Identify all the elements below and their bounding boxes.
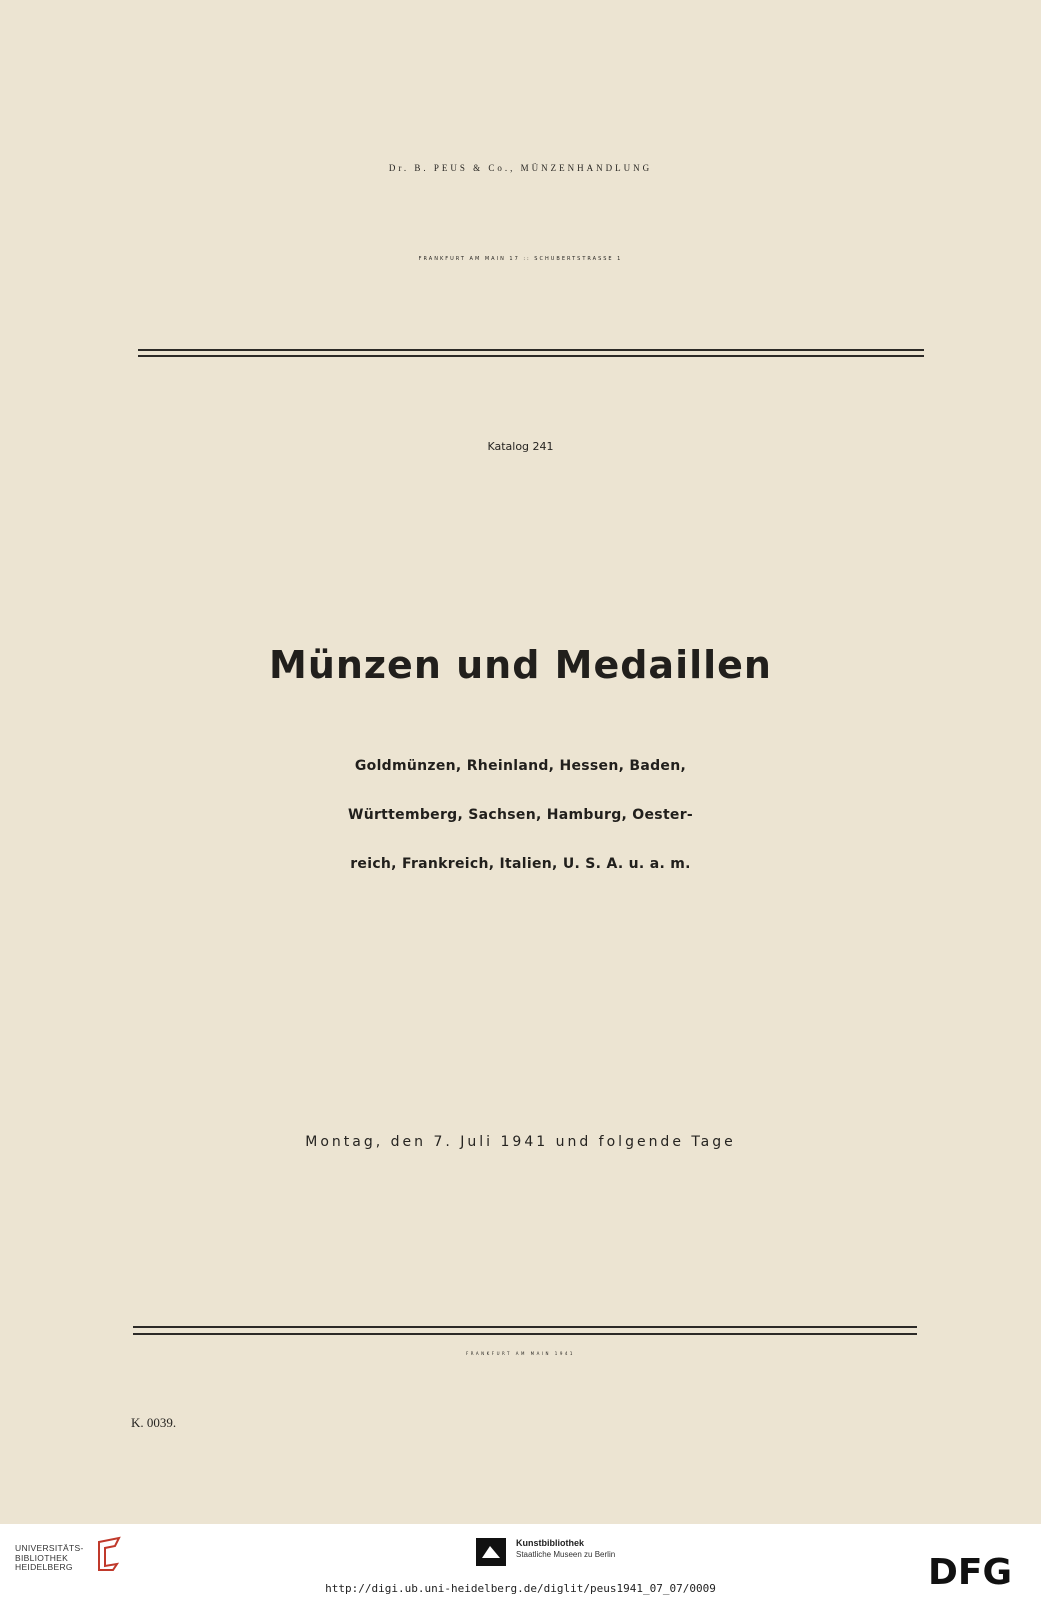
topic-line: reich, Frankreich, Italien, U. S. A. u. a. m. [350,856,691,872]
firm-name-rest: ., MÜNZENHANDLUNG [504,163,653,173]
dfg-logo-text: DFG [928,1552,1013,1588]
auction-date: Montag, den 7. Juli 1941 und folgende Tage [305,1134,736,1150]
ub-line: HEIDELBERG [15,1562,73,1572]
digitization-footer [0,1524,1041,1598]
kunstbibliothek-title: Kunstbibliothek [516,1538,584,1548]
topic-line: Goldmünzen, Rheinland, Hessen, Baden, [354,758,687,774]
imprint: FRANKFURT AM MAIN 1941 [466,1351,575,1356]
catalog-number: K. 0039. [131,1415,177,1430]
ub-emblem-icon [95,1536,125,1572]
firm-name [0,163,1041,173]
ub-line: UNIVERSITÄTS- [15,1543,84,1553]
ub-line: BIBLIOTHEK [15,1552,69,1563]
firm-name-dr: Dr [388,163,404,173]
firm-address: FRANKFURT AM MAIN 17 :: SCHUBERTSTRASSE 1 [418,256,623,262]
header-rule-top [138,349,924,351]
kunstbibliothek-logo[interactable] [476,1538,616,1571]
page-title: Münzen und Medaillen [269,643,772,687]
topic-line: Württemberg, Sachsen, Hamburg, Oester- [347,807,694,823]
firm-name-co: o [497,163,505,173]
footer-rule-bottom [133,1333,917,1335]
permalink-url[interactable]: http://digi.ub.uni-heidelberg.de/diglit/peus1941_07_07/0009 [325,1582,716,1595]
footer-rule-top [133,1326,917,1328]
ub-heidelberg-logo[interactable] [15,1544,84,1573]
ub-heidelberg-text [15,1544,84,1573]
firm-name-mid: . B. PEUS & C [403,163,498,173]
kunstbibliothek-subtitle: Staatliche Museen zu Berlin [516,1550,616,1559]
kunstbibliothek-emblem-icon [476,1538,506,1566]
catalog-label: Katalog 241 [487,440,554,453]
header-rule-bottom [138,355,924,357]
